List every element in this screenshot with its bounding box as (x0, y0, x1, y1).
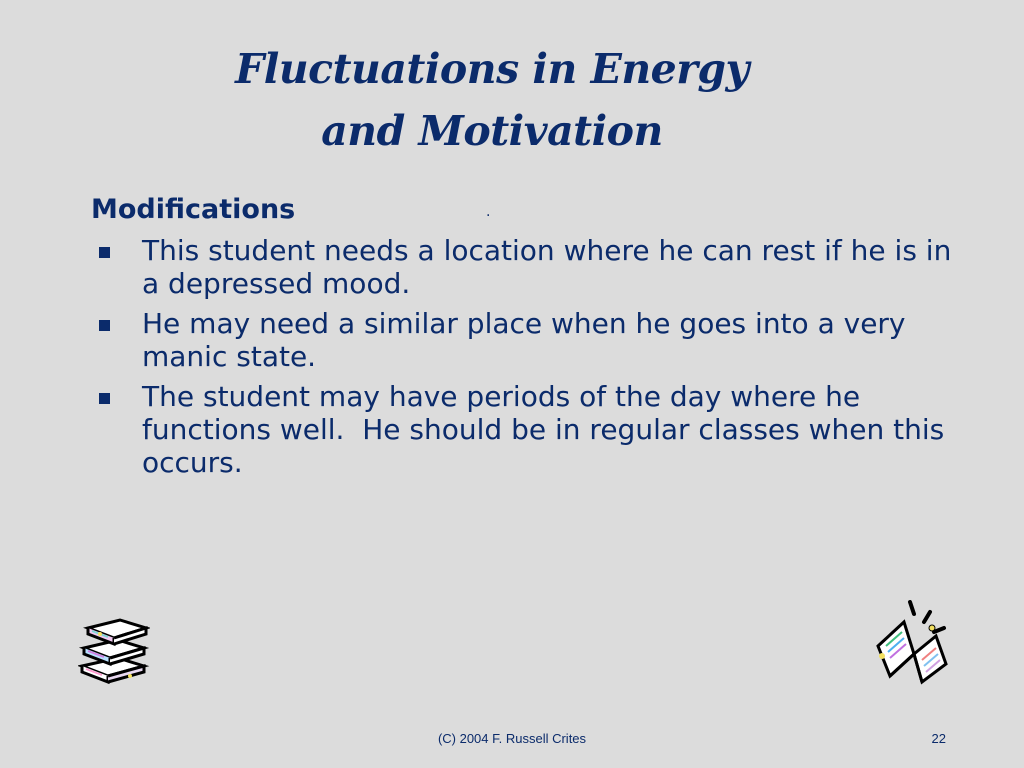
stray-dot: . (486, 204, 491, 220)
bullet-text: He may need a similar place when he goes into a very manic state. (142, 307, 906, 373)
bullet-item (96, 234, 956, 300)
bullet-text: The student may have periods of the day where he functions well. He should be in regular classes when this occurs. (142, 380, 945, 479)
bullet-list (96, 234, 956, 486)
footer-copyright: (C) 2004 F. Russell Crites (437, 731, 587, 746)
bullet-item (96, 307, 956, 373)
bullet-item (96, 380, 956, 479)
stack-of-books-icon (78, 614, 150, 684)
bullet-square-icon (99, 393, 110, 404)
section-heading: Modifications (91, 194, 296, 225)
page-number: 22 (931, 731, 946, 746)
bullet-square-icon (99, 247, 110, 258)
bullet-text: This student needs a location where he can rest if he is in a depressed mood. (142, 234, 952, 300)
open-book-icon (870, 600, 950, 688)
title-line-1: Fluctuations in Energy (235, 45, 749, 93)
slide-title (0, 38, 984, 162)
bullet-square-icon (99, 320, 110, 331)
title-line-2: and Motivation (321, 107, 663, 155)
